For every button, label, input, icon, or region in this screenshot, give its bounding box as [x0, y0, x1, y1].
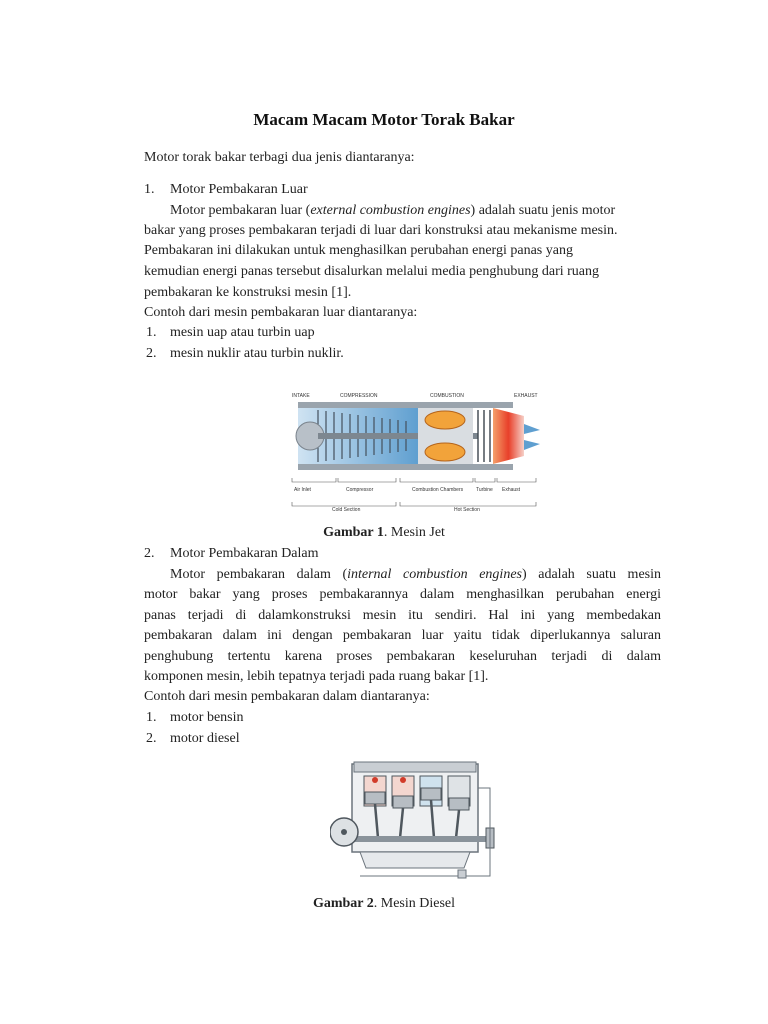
label-hot-section: Hot Section — [454, 507, 480, 512]
section1-para-line-4: kemudian energi panas tersebut disalurkan melalui media penghubung dari ruang — [144, 264, 599, 279]
flywheel-hub — [341, 829, 347, 835]
section2-para-line-2: motor bakar yang proses pembakarannya dalam menghasilkan perubahan energi — [144, 587, 661, 602]
label-combustion: COMBUSTION — [430, 393, 464, 399]
label-exhaust: EXHAUST — [514, 393, 538, 399]
label-compression: COMPRESSION — [340, 393, 378, 399]
crankshaft — [340, 836, 490, 842]
section1-para-line-2: bakar yang proses pembakaran terjadi di luar dari konstruksi atau mekanisme mesin. — [144, 223, 618, 238]
section1-heading: Motor Pembakaran Luar — [170, 182, 308, 197]
section2-examples-intro: Contoh dari mesin pembakaran dalam diantaranya: — [144, 689, 430, 704]
section2-example-1-number: 1. — [146, 710, 157, 725]
section1-para-line-1: Motor pembakaran luar (external combustion engines) adalah suatu jenis motor — [170, 203, 616, 218]
fuel-filter — [458, 870, 466, 878]
section1-example-2: mesin nuklir atau turbin nuklir. — [170, 346, 344, 361]
exhaust-flow-arrows — [524, 424, 540, 450]
label-cold-section: Cold Section — [332, 507, 361, 512]
figure2-caption: Gambar 2. Mesin Diesel — [312, 896, 456, 911]
turbine-blades — [478, 410, 490, 462]
label-air-inlet: Air Inlet — [294, 487, 311, 493]
section2-example-2-number: 2. — [146, 731, 157, 746]
section1-example-1: mesin uap atau turbin uap — [170, 325, 315, 340]
figure1-caption: Gambar 1. Mesin Jet — [323, 525, 445, 540]
section1-para-line-3: Pembakaran ini dilakukan untuk menghasilkan perubahan energi panas yang — [144, 243, 573, 258]
section2-para-line-3: panas terjadi di dalamkonstruksi mesin itu sendiri. Hal ini yang membedakan — [144, 608, 661, 623]
diesel-engine-figure — [330, 758, 500, 888]
section2-example-2: motor diesel — [170, 731, 240, 746]
casing-top — [298, 402, 513, 408]
label-exhaust-low: Exhaust — [502, 487, 521, 493]
combustion-chamber-bottom — [425, 443, 465, 461]
valve-cover — [354, 762, 476, 772]
section2-para-line-5: penghubung tertentu karena proses pembakaran keseluruhan terjadi di dalam — [144, 649, 661, 664]
oil-pan — [360, 852, 470, 868]
intro-text: Motor torak bakar terbagi dua jenis diantaranya: — [144, 150, 415, 165]
label-compressor: Compressor — [346, 487, 374, 493]
section2-para-line-6: komponen mesin, lebih tepatnya terjadi pada ruang bakar [1]. — [144, 669, 489, 684]
section1-examples-intro: Contoh dari mesin pembakaran luar diantaranya: — [144, 305, 418, 320]
label-combustion-chambers: Combustion Chambers — [412, 487, 464, 493]
jet-engine-figure — [288, 390, 544, 512]
page-title: Macam Macam Motor Torak Bakar — [253, 110, 515, 129]
section1-example-2-number: 2. — [146, 346, 157, 361]
section1-number: 1. — [144, 182, 155, 197]
section2-number: 2. — [144, 546, 155, 561]
combustion-chamber-top — [425, 411, 465, 429]
casing-bottom — [298, 464, 513, 470]
label-turbine: Turbine — [476, 487, 493, 493]
section2-example-1: motor bensin — [170, 710, 244, 725]
section2-heading: Motor Pembakaran Dalam — [170, 546, 319, 561]
label-intake: INTAKE — [292, 393, 310, 399]
section1-example-1-number: 1. — [146, 325, 157, 340]
section1-para-line-5: pembakaran ke konstruksi mesin [1]. — [144, 285, 352, 300]
section2-para-line-4: pembakaran dalam ini dengan pembakaran luar yaitu tidak diperlukannya saluran — [144, 628, 661, 643]
exhaust-nozzle — [493, 408, 524, 464]
section2-para-line-1: Motor pembakaran dalam (internal combustion engines) adalah suatu mesin — [170, 567, 661, 582]
